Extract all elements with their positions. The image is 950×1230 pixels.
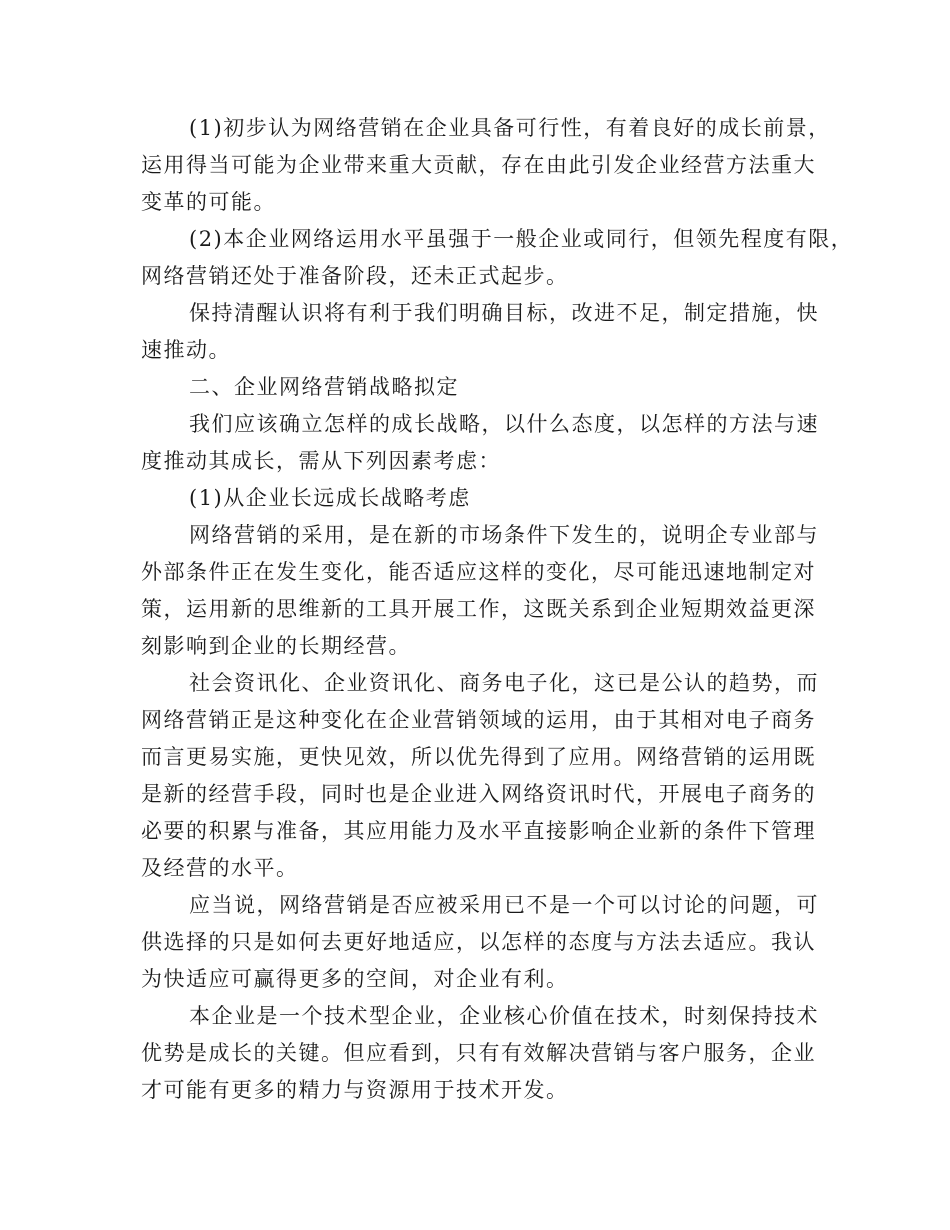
text-line: 为快适应可赢得更多的空间，对企业有利。 xyxy=(141,967,569,991)
text-line: 度推动其成长，需从下列因素考虑： xyxy=(141,449,501,473)
text-line: 供选择的只是如何去更好地适应，以怎样的态度与方法去适应。我认 xyxy=(141,930,816,954)
text-line: 保持清醒认识将有利于我们明确目标，改进不足，制定措施，快 xyxy=(189,301,819,325)
text-line: 策，运用新的思维新的工具开展工作，这既关系到企业短期效益更深 xyxy=(141,597,816,621)
text-line: 速推动。 xyxy=(141,338,231,362)
text-line: 我们应该确立怎样的成长战略，以什么态度，以怎样的方法与速 xyxy=(189,412,819,436)
text-line: (2)本企业网络运用水平虽强于一般企业或同行，但领先程度有限， xyxy=(189,227,854,251)
text-line: 优势是成长的关键。但应看到，只有有效解决营销与客户服务，企业 xyxy=(141,1041,816,1065)
text-line: 必要的积累与准备，其应用能力及水平直接影响企业新的条件下管理 xyxy=(141,819,816,843)
text-line: 变革的可能。 xyxy=(141,190,276,214)
text-line: 及经营的水平。 xyxy=(141,856,299,880)
text-line: 运用得当可能为企业带来重大贡献，存在由此引发企业经营方法重大 xyxy=(141,153,816,177)
text-line: 刻影响到企业的长期经营。 xyxy=(141,634,411,658)
text-line: 网络营销的采用，是在新的市场条件下发生的，说明企专业部与 xyxy=(189,523,819,547)
text-line: 社会资讯化、企业资讯化、商务电子化，这已是公认的趋势，而 xyxy=(189,671,819,695)
text-line: 网络营销正是这种变化在企业营销领域的运用，由于其相对电子商务 xyxy=(141,708,816,732)
text-line: 而言更易实施，更快见效，所以优先得到了应用。网络营销的运用既 xyxy=(141,745,816,769)
subsection-heading: (1)从企业长远成长战略考虑 xyxy=(189,486,471,510)
text-line: 外部条件正在发生变化，能否适应这样的变化，尽可能迅速地制定对 xyxy=(141,560,816,584)
text-line: 才可能有更多的精力与资源用于技术开发。 xyxy=(141,1078,569,1102)
text-line: (1)初步认为网络营销在企业具备可行性，有着良好的成长前景， xyxy=(189,116,831,140)
text-line: 网络营销还处于准备阶段，还未正式起步。 xyxy=(141,264,569,288)
section-heading: 二、企业网络营销战略拟定 xyxy=(189,375,459,399)
text-line: 是新的经营手段，同时也是企业进入网络资讯时代，开展电子商务的 xyxy=(141,782,816,806)
text-line: 本企业是一个技术型企业，企业核心价值在技术，时刻保持技术 xyxy=(189,1004,819,1028)
text-line: 应当说，网络营销是否应被采用已不是一个可以讨论的问题，可 xyxy=(189,893,819,917)
